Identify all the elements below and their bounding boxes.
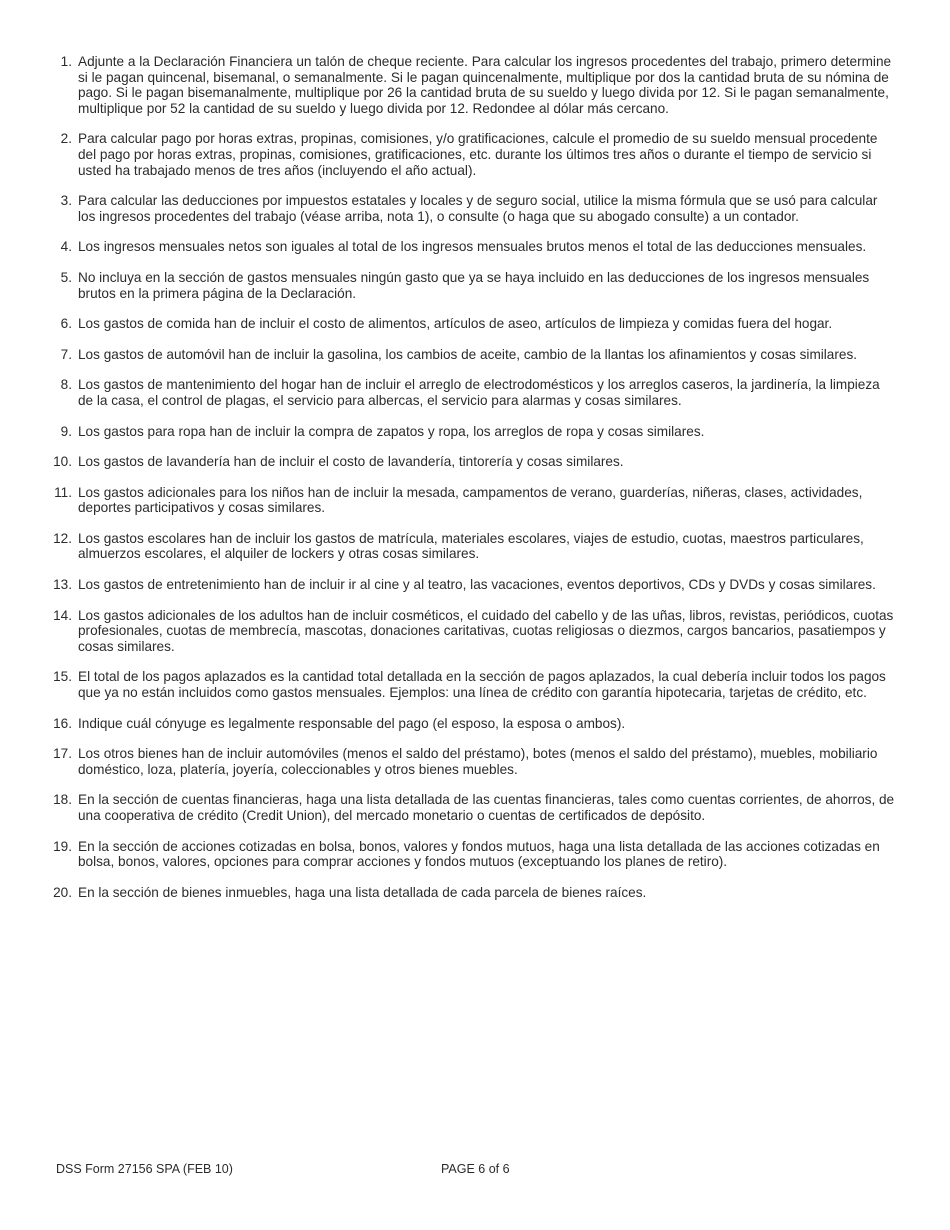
list-item	[50, 131, 898, 178]
item-number: 11.	[54, 484, 72, 500]
item-text: Los otros bienes han de incluir automóviles (menos el saldo del préstamo), botes (menos el saldo del préstamo), muebles, mobiliario doméstico, loza, platería, joyería, coleccionables y otros bienes muebles.	[78, 746, 878, 777]
list-item	[50, 485, 898, 516]
list-item	[50, 716, 898, 732]
item-text: El total de los pagos aplazados es la cantidad total detallada en la sección de pagos aplazados, la cual debería incluir todos los pagos que ya no están incluidos como gastos mensuales. Ejemplos: una línea de crédito con garantía hipotecaria, tarjetas de crédito, etc.	[78, 669, 886, 701]
item-text: Los gastos de lavandería han de incluir el costo de lavandería, tintorería y cosas similares.	[78, 454, 624, 470]
list-item	[50, 531, 898, 562]
list-item	[50, 746, 898, 777]
list-item	[50, 270, 898, 301]
item-number: 16.	[53, 715, 72, 731]
list-item	[50, 316, 898, 332]
item-number: 19.	[53, 838, 72, 854]
item-text: Adjunte a la Declaración Financiera un talón de cheque reciente. Para calcular los ingresos procedentes del trabajo, primero determine si le pagan quincenal, bisemanal, o semanalmente. Si le pagan quincenalmente, multiplique por dos la cantidad bruta de su nómina de pago. Si le pagan bisemanalmente, multiplique por 26 la cantidad bruta de su sueldo y luego divida por 12. Si le pagan semanalmente, multiplique por 52 la cantidad de su sueldo y luego divida por 12. Redondee al dólar más cercano.	[78, 54, 892, 116]
list-item	[50, 193, 898, 224]
item-text: Los gastos de comida han de incluir el costo de alimentos, artículos de aseo, artículos de limpieza y comidas fuera del hogar.	[78, 316, 833, 332]
list-item	[50, 839, 898, 870]
item-text: Los gastos de automóvil han de incluir la gasolina, los cambios de aceite, cambio de la llantas los afinamientos y cosas similares.	[78, 346, 858, 362]
list-item	[50, 454, 898, 470]
item-text: No incluya en la sección de gastos mensuales ningún gasto que ya se haya incluido en las deducciones de los ingresos mensuales brutos en la primera página de la Declaración.	[78, 269, 870, 301]
item-number: 13.	[53, 577, 72, 593]
list-item	[50, 377, 898, 408]
item-number: 18.	[53, 792, 72, 808]
item-text: Los gastos de entretenimiento han de incluir ir al cine y al teatro, las vacaciones, eventos deportivos, CDs y DVDs y cosas similares.	[78, 577, 876, 593]
list-item	[50, 347, 898, 363]
page-number: PAGE 6 of 6	[441, 1162, 510, 1176]
list-item	[50, 885, 898, 901]
instructions-list	[50, 54, 898, 915]
item-number: 4.	[60, 239, 72, 255]
list-item	[50, 239, 898, 255]
item-text: Para calcular las deducciones por impuestos estatales y locales y de seguro social, utilice la misma fórmula que se usó para calcular los ingresos procedentes del trabajo (véase arriba, nota 1), o consulte (o haga que su abogado consulte) a un contador.	[78, 193, 878, 224]
item-text: Indique cuál cónyuge es legalmente responsable del pago (el esposo, la esposa o ambos).	[78, 715, 626, 731]
item-text: En la sección de acciones cotizadas en bolsa, bonos, valores y fondos mutuos, haga una lista detallada de las acciones cotizadas en bolsa, bonos, valores, opciones para comprar acciones y fondos mutuos (exceptuando los planes de retiro).	[78, 838, 880, 870]
item-number: 1.	[60, 54, 72, 69]
list-item	[50, 577, 898, 593]
item-number: 8.	[60, 377, 72, 393]
item-number: 9.	[60, 423, 72, 439]
item-text: Los ingresos mensuales netos son iguales al total de los ingresos mensuales brutos menos el total de las deducciones mensuales.	[78, 239, 867, 255]
item-text: En la sección de cuentas financieras, haga una lista detallada de las cuentas financieras, tales como cuentas corrientes, de ahorros, de una cooperativa de crédito (Credit Union), del mercado monetario o cuentas de certificados de depósito.	[78, 792, 895, 823]
item-text: Los gastos escolares han de incluir los gastos de matrícula, materiales escolares, viajes de estudio, cuotas, maestros particulares, almuerzos escolares, el alquiler de lockers y otras cosas similares.	[78, 530, 864, 562]
list-item	[50, 54, 898, 116]
item-number: 6.	[60, 316, 72, 332]
item-text: Los gastos adicionales de los adultos han de incluir cosméticos, el cuidado del cabello y de las uñas, libros, revistas, periódicos, cuotas profesionales, cuotas de membrecía, mascotas, donaciones caritativas, cuotas religiosas o diezmos, cargos bancarios, pasatiempos y cosas similares.	[78, 607, 894, 654]
list-item	[50, 669, 898, 700]
item-text: Los gastos para ropa han de incluir la compra de zapatos y ropa, los arreglos de ropa y cosas similares.	[78, 423, 705, 439]
item-number: 12.	[53, 530, 72, 546]
list-item	[50, 792, 898, 823]
item-number: 20.	[53, 884, 72, 900]
form-identifier: DSS Form 27156 SPA (FEB 10)	[56, 1162, 233, 1176]
item-text: Para calcular pago por horas extras, propinas, comisiones, y/o gratificaciones, calcule el promedio de su sueldo mensual procedente del pago por horas extras, propinas, comisiones, gratificaciones, etc. durante los últimos tres años o durante el tiempo de servicio si usted ha trabajado menos de tres años (incluyendo el año actual).	[78, 131, 878, 178]
item-text: En la sección de bienes inmuebles, haga una lista detallada de cada parcela de bienes raíces.	[78, 884, 647, 900]
item-number: 2.	[60, 131, 72, 147]
list-item	[50, 608, 898, 655]
item-text: Los gastos adicionales para los niños han de incluir la mesada, campamentos de verano, guarderías, niñeras, clases, actividades, deportes participativos y cosas similares.	[78, 484, 863, 516]
item-number: 17.	[53, 746, 72, 762]
item-number: 3.	[60, 193, 72, 209]
item-number: 7.	[60, 346, 72, 362]
item-number: 14.	[53, 607, 72, 623]
item-number: 15.	[53, 669, 72, 685]
list-item	[50, 424, 898, 440]
item-number: 10.	[53, 454, 72, 470]
item-number: 5.	[60, 269, 72, 285]
item-text: Los gastos de mantenimiento del hogar han de incluir el arreglo de electrodomésticos y los arreglos caseros, la jardinería, la limpieza de la casa, el control de plagas, el servicio para albercas, el servicio para alarmas y cosas similares.	[78, 377, 880, 408]
